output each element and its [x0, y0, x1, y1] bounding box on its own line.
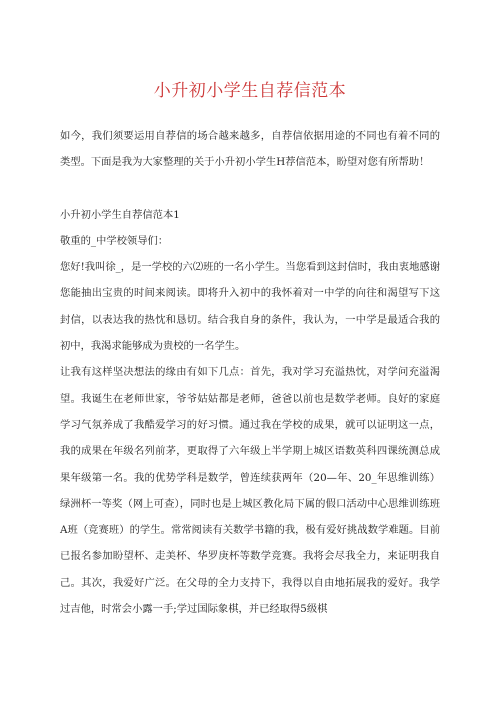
- intro-paragraph: 如今，我们须要运用自荐信的场合越来越多，自荐信依据用途的不同也有着不同的类型。下面是我为大家整理的关于小升初小学生H荐信范本，盼望对您有所帮助！: [60, 130, 440, 169]
- salutation: 敬重的_中学校领导们：: [60, 234, 169, 247]
- section-heading: 小升初小学生自荐信范本1: [60, 208, 180, 221]
- document-title: 小升初小学生自荐信范本: [153, 81, 347, 101]
- section-spacer: [60, 176, 440, 202]
- body-paragraph-1: 您好!我叫徐_，是一学校的六⑵班的一名小学生。当您看到这封信时，我由衷地感谢您能抽出宝贵的时间来阅读。即将升入初中的我怀着对一中学的向往和渴望写下这封信，以表达我的热忱和恳切。结合我自身的条件，我认为，一中学是最适合我的初中，我渴求能够成为贵校的一名学生。: [60, 261, 440, 353]
- body-paragraph-2: 让我有这样坚决想法的缘由有如下几点：首先，我对学习充溢热忱，对学问充溢渴望。我诞生在老师世家，爷爷姑姑都是老师，爸爸以前也是数学老师。良好的家庭学习气氛养成了我酷爱学习的好习惯。通过我在学校的成果，就可以证明这一点，我的成果在年级名列前茅，更取得了六年级上半学期上城区语数英科四课统测总成果年级第一名。我的优势学科是数学，曾连续获两年（20—年、20_年思维训练）绿洲杯一等奖（网上可查），同时也是上城区教化局下属的假口活动中心思维训练班A班（竞赛班）的学生。常常阅读有关数学书籍的我，极有爱好挑战数学难题。目前已报名参加盼望杯、走美杯、华罗庚杯等数学竞赛。我将会尽我全力，来证明我自己。其次，我爱好广泛。在父母的全力支持下，我得以自由地拓展我的爱好。我学过吉他，时常会小露一手;学过国际象棋，并已经取得5级棋: [60, 366, 440, 616]
